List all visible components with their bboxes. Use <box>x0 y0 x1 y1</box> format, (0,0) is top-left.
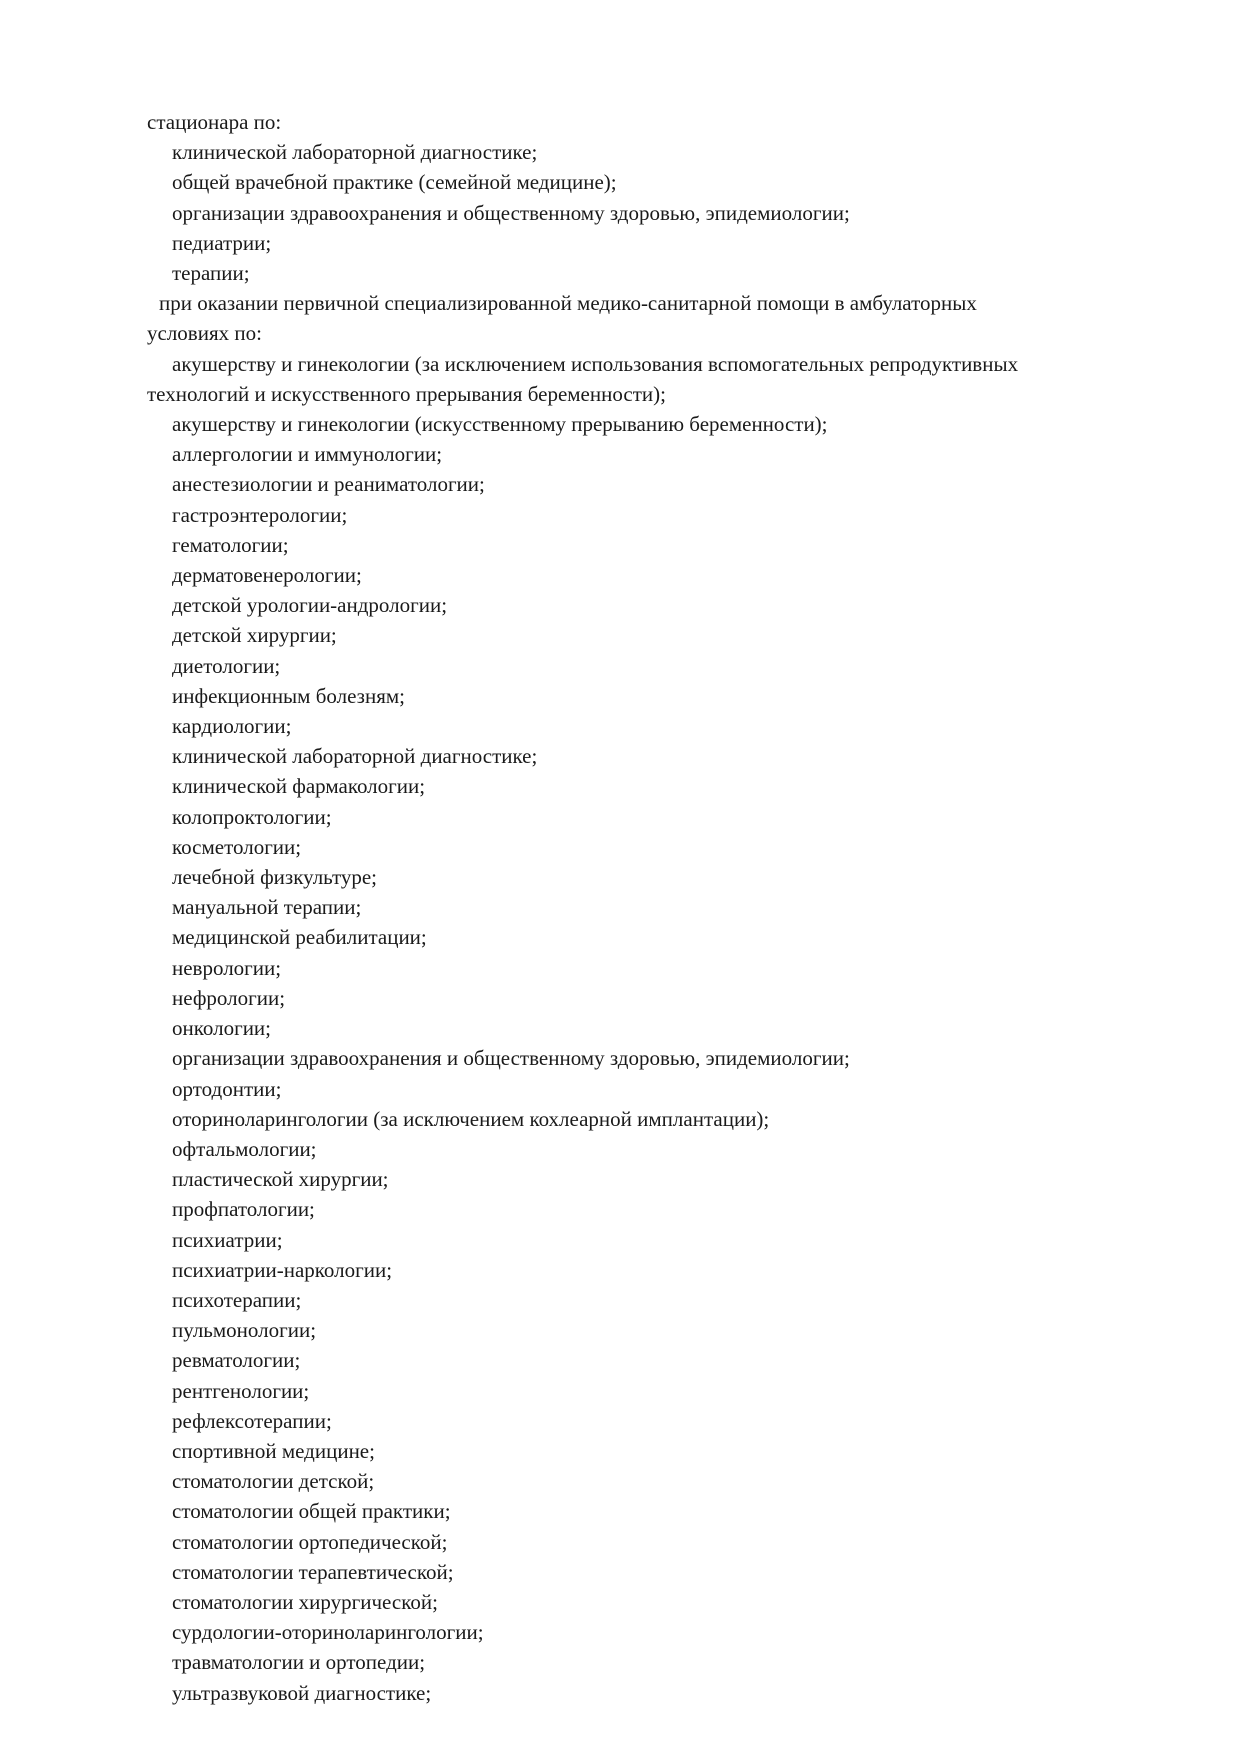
list-item: стоматологии терапевтической; <box>172 1559 454 1584</box>
list-item: пластической хирургии; <box>172 1167 389 1192</box>
list-item: клинической лабораторной диагностике; <box>172 744 538 769</box>
list-item: аллергологии и иммунологии; <box>172 442 443 467</box>
list-item: терапии; <box>172 261 250 286</box>
list-item: оториноларингологии (за исключением кохлеарной имплантации); <box>172 1106 770 1131</box>
list-item: стоматологии детской; <box>172 1469 375 1494</box>
list-item: стоматологии ортопедической; <box>172 1529 448 1554</box>
list-item: психотерапии; <box>172 1287 302 1312</box>
list-item: психиатрии; <box>172 1227 283 1252</box>
document-body <box>147 107 1187 1708</box>
list-item: косметологии; <box>172 834 302 859</box>
list-item: анестезиологии и реаниматологии; <box>172 472 485 497</box>
list-item: стоматологии хирургической; <box>172 1589 438 1614</box>
outpatient-heading-continuation: условиях по: <box>147 321 262 346</box>
lead-in-text: стационара по: <box>147 110 282 134</box>
list-item: ортодонтии; <box>172 1076 282 1101</box>
list-item: спортивной медицине; <box>172 1438 375 1463</box>
list-item: детской урологии-андрологии; <box>172 593 448 618</box>
list-item: ультразвуковой диагностике; <box>172 1680 432 1705</box>
list-item: колопроктологии; <box>172 804 332 829</box>
list-item: мануальной терапии; <box>172 895 362 920</box>
list-item: диетологии; <box>172 653 281 678</box>
list-item: гастроэнтерологии; <box>172 502 348 527</box>
outpatient-list <box>147 409 1187 1708</box>
list-item: инфекционным болезням; <box>172 683 405 708</box>
list-item: гематологии; <box>172 532 289 557</box>
list-item: общей врачебной практике (семейной медицине); <box>172 170 617 195</box>
outpatient-heading: при оказании первичной специализированной медико-санитарной помощи в амбулаторных <box>159 291 977 316</box>
list-item-continuation: технологий и искусственного прерывания беременности); <box>147 381 666 406</box>
list-item: офтальмологии; <box>172 1136 317 1161</box>
list-item: пульмонологии; <box>172 1318 317 1343</box>
list-item: организации здравоохранения и общественному здоровью, эпидемиологии; <box>172 200 850 225</box>
list-item: ревматологии; <box>172 1348 301 1373</box>
list-item: дерматовенерологии; <box>172 563 362 588</box>
list-item: рефлексотерапии; <box>172 1408 332 1433</box>
list-item: онкологии; <box>172 1016 272 1041</box>
list-item: акушерству и гинекологии (за исключением использования вспомогательных репродуктивных <box>172 351 1019 376</box>
list-item: рентгенологии; <box>172 1378 310 1403</box>
list-item: организации здравоохранения и общественному здоровью, эпидемиологии; <box>172 1046 850 1071</box>
inpatient-list <box>147 137 1187 288</box>
list-item: психиатрии-наркологии; <box>172 1257 393 1282</box>
list-item: неврологии; <box>172 955 282 980</box>
list-item: сурдологии-оториноларингологии; <box>172 1620 484 1645</box>
list-item: медицинской реабилитации; <box>172 925 427 950</box>
list-item: профпатологии; <box>172 1197 315 1222</box>
list-item: лечебной физкультуре; <box>172 865 378 890</box>
list-item: нефрологии; <box>172 985 286 1010</box>
list-item: акушерству и гинекологии (искусственному прерыванию беременности); <box>172 412 828 437</box>
list-item: кардиологии; <box>172 714 292 739</box>
list-item: клинической лабораторной диагностике; <box>172 140 538 165</box>
list-item: педиатрии; <box>172 230 272 255</box>
list-item: травматологии и ортопедии; <box>172 1650 426 1675</box>
list-item: стоматологии общей практики; <box>172 1499 451 1524</box>
list-item: детской хирургии; <box>172 623 337 648</box>
list-item: клинической фармакологии; <box>172 774 426 799</box>
